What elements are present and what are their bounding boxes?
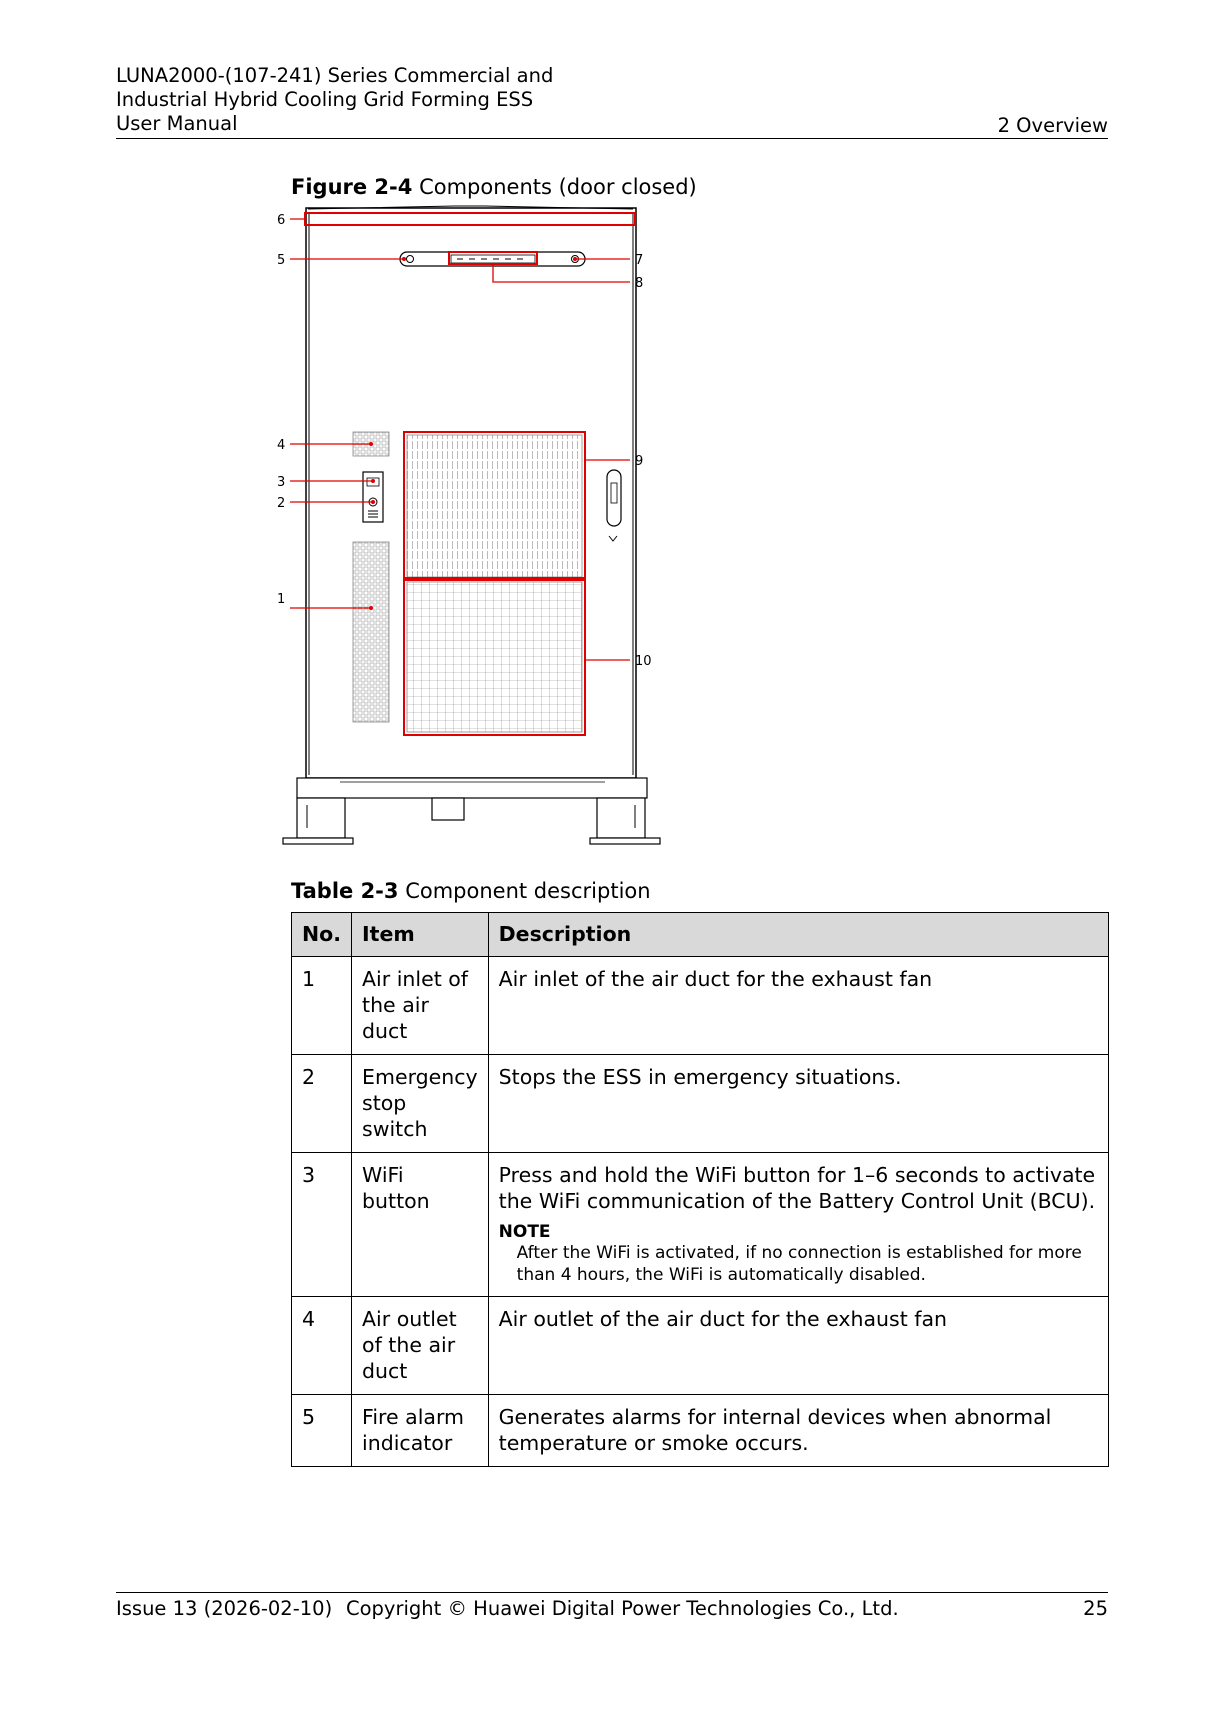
- cell-description: Air outlet of the air duct for the exhaust fan: [488, 1297, 1108, 1395]
- callout-8: 8: [635, 276, 644, 291]
- table-row: [292, 1153, 1109, 1297]
- issue-info: Issue 13 (2026-02-10): [116, 1597, 333, 1620]
- cell-description: Air inlet of the air duct for the exhaust fan: [488, 957, 1108, 1055]
- table-row: [292, 1297, 1109, 1395]
- upper-vent-panel: [407, 435, 582, 577]
- callout-3: 3: [277, 475, 286, 490]
- cell-item: Air outlet of the air duct: [352, 1297, 489, 1395]
- components-figure: [277, 200, 725, 850]
- callout-10: 10: [635, 654, 652, 669]
- figure-title: Components (door closed): [419, 175, 697, 199]
- cell-item: Emergency stop switch: [352, 1055, 489, 1153]
- copyright: Copyright © Huawei Digital Power Technologies Co., Ltd.: [346, 1597, 899, 1620]
- cell-no: 1: [292, 957, 352, 1055]
- cell-no: 4: [292, 1297, 352, 1395]
- callout-5: 5: [277, 253, 286, 268]
- table-row: [292, 957, 1109, 1055]
- lower-grid-panel: [407, 582, 582, 732]
- callout-6: 6: [277, 213, 286, 228]
- cell-no: 5: [292, 1395, 352, 1467]
- cell-item: Fire alarm indicator: [352, 1395, 489, 1467]
- document-title-line-1: LUNA2000-(107-241) Series Commercial and: [116, 64, 554, 87]
- header-description: Description: [488, 913, 1108, 957]
- callout-2: 2: [277, 496, 286, 511]
- cell-no: 3: [292, 1153, 352, 1297]
- ess-cabinet-drawing: [277, 200, 725, 850]
- document-title-line-3: User Manual: [116, 112, 238, 135]
- page-footer: [116, 1592, 1108, 1620]
- cell-description: [488, 1153, 1108, 1297]
- note-text: After the WiFi is activated, if no connection is established for more than 4 hours, the WiFi is automatically disabled.: [516, 1243, 1082, 1285]
- cell-no: 2: [292, 1055, 352, 1153]
- page-number: 25: [1083, 1597, 1108, 1620]
- air-inlet-vent: [353, 542, 389, 722]
- cell-description: Generates alarms for internal devices when abnormal temperature or smoke occurs.: [488, 1395, 1108, 1467]
- cell-item: WiFi button: [352, 1153, 489, 1297]
- note-title: NOTE: [498, 1222, 551, 1242]
- callout-1: 1: [277, 592, 286, 607]
- header-item: Item: [352, 913, 489, 957]
- table-label: Table 2-3: [291, 879, 399, 903]
- table-row: [292, 1055, 1109, 1153]
- figure-caption: [291, 175, 697, 199]
- callout-9: 9: [635, 454, 644, 469]
- component-table: [291, 912, 1109, 1467]
- callout-7: 7: [635, 253, 644, 268]
- page-header: [116, 64, 1108, 139]
- cell-item: Air inlet of the air duct: [352, 957, 489, 1055]
- table-header-row: [292, 913, 1109, 957]
- header-no: No.: [292, 913, 352, 957]
- cabinet-base: [283, 778, 660, 844]
- callout-4: 4: [277, 438, 286, 453]
- table-title: Component description: [405, 879, 651, 903]
- description-text: Press and hold the WiFi button for 1–6 seconds to activate the WiFi communication of the Battery Control Unit (BCU).: [498, 1163, 1096, 1213]
- section-title: 2 Overview: [997, 114, 1108, 137]
- table-caption: [291, 879, 651, 903]
- document-title-line-2: Industrial Hybrid Cooling Grid Forming ESS: [116, 88, 534, 111]
- table-row: [292, 1395, 1109, 1467]
- figure-label: Figure 2-4: [291, 175, 413, 199]
- document-title: [116, 64, 553, 136]
- cell-description: Stops the ESS in emergency situations.: [488, 1055, 1108, 1153]
